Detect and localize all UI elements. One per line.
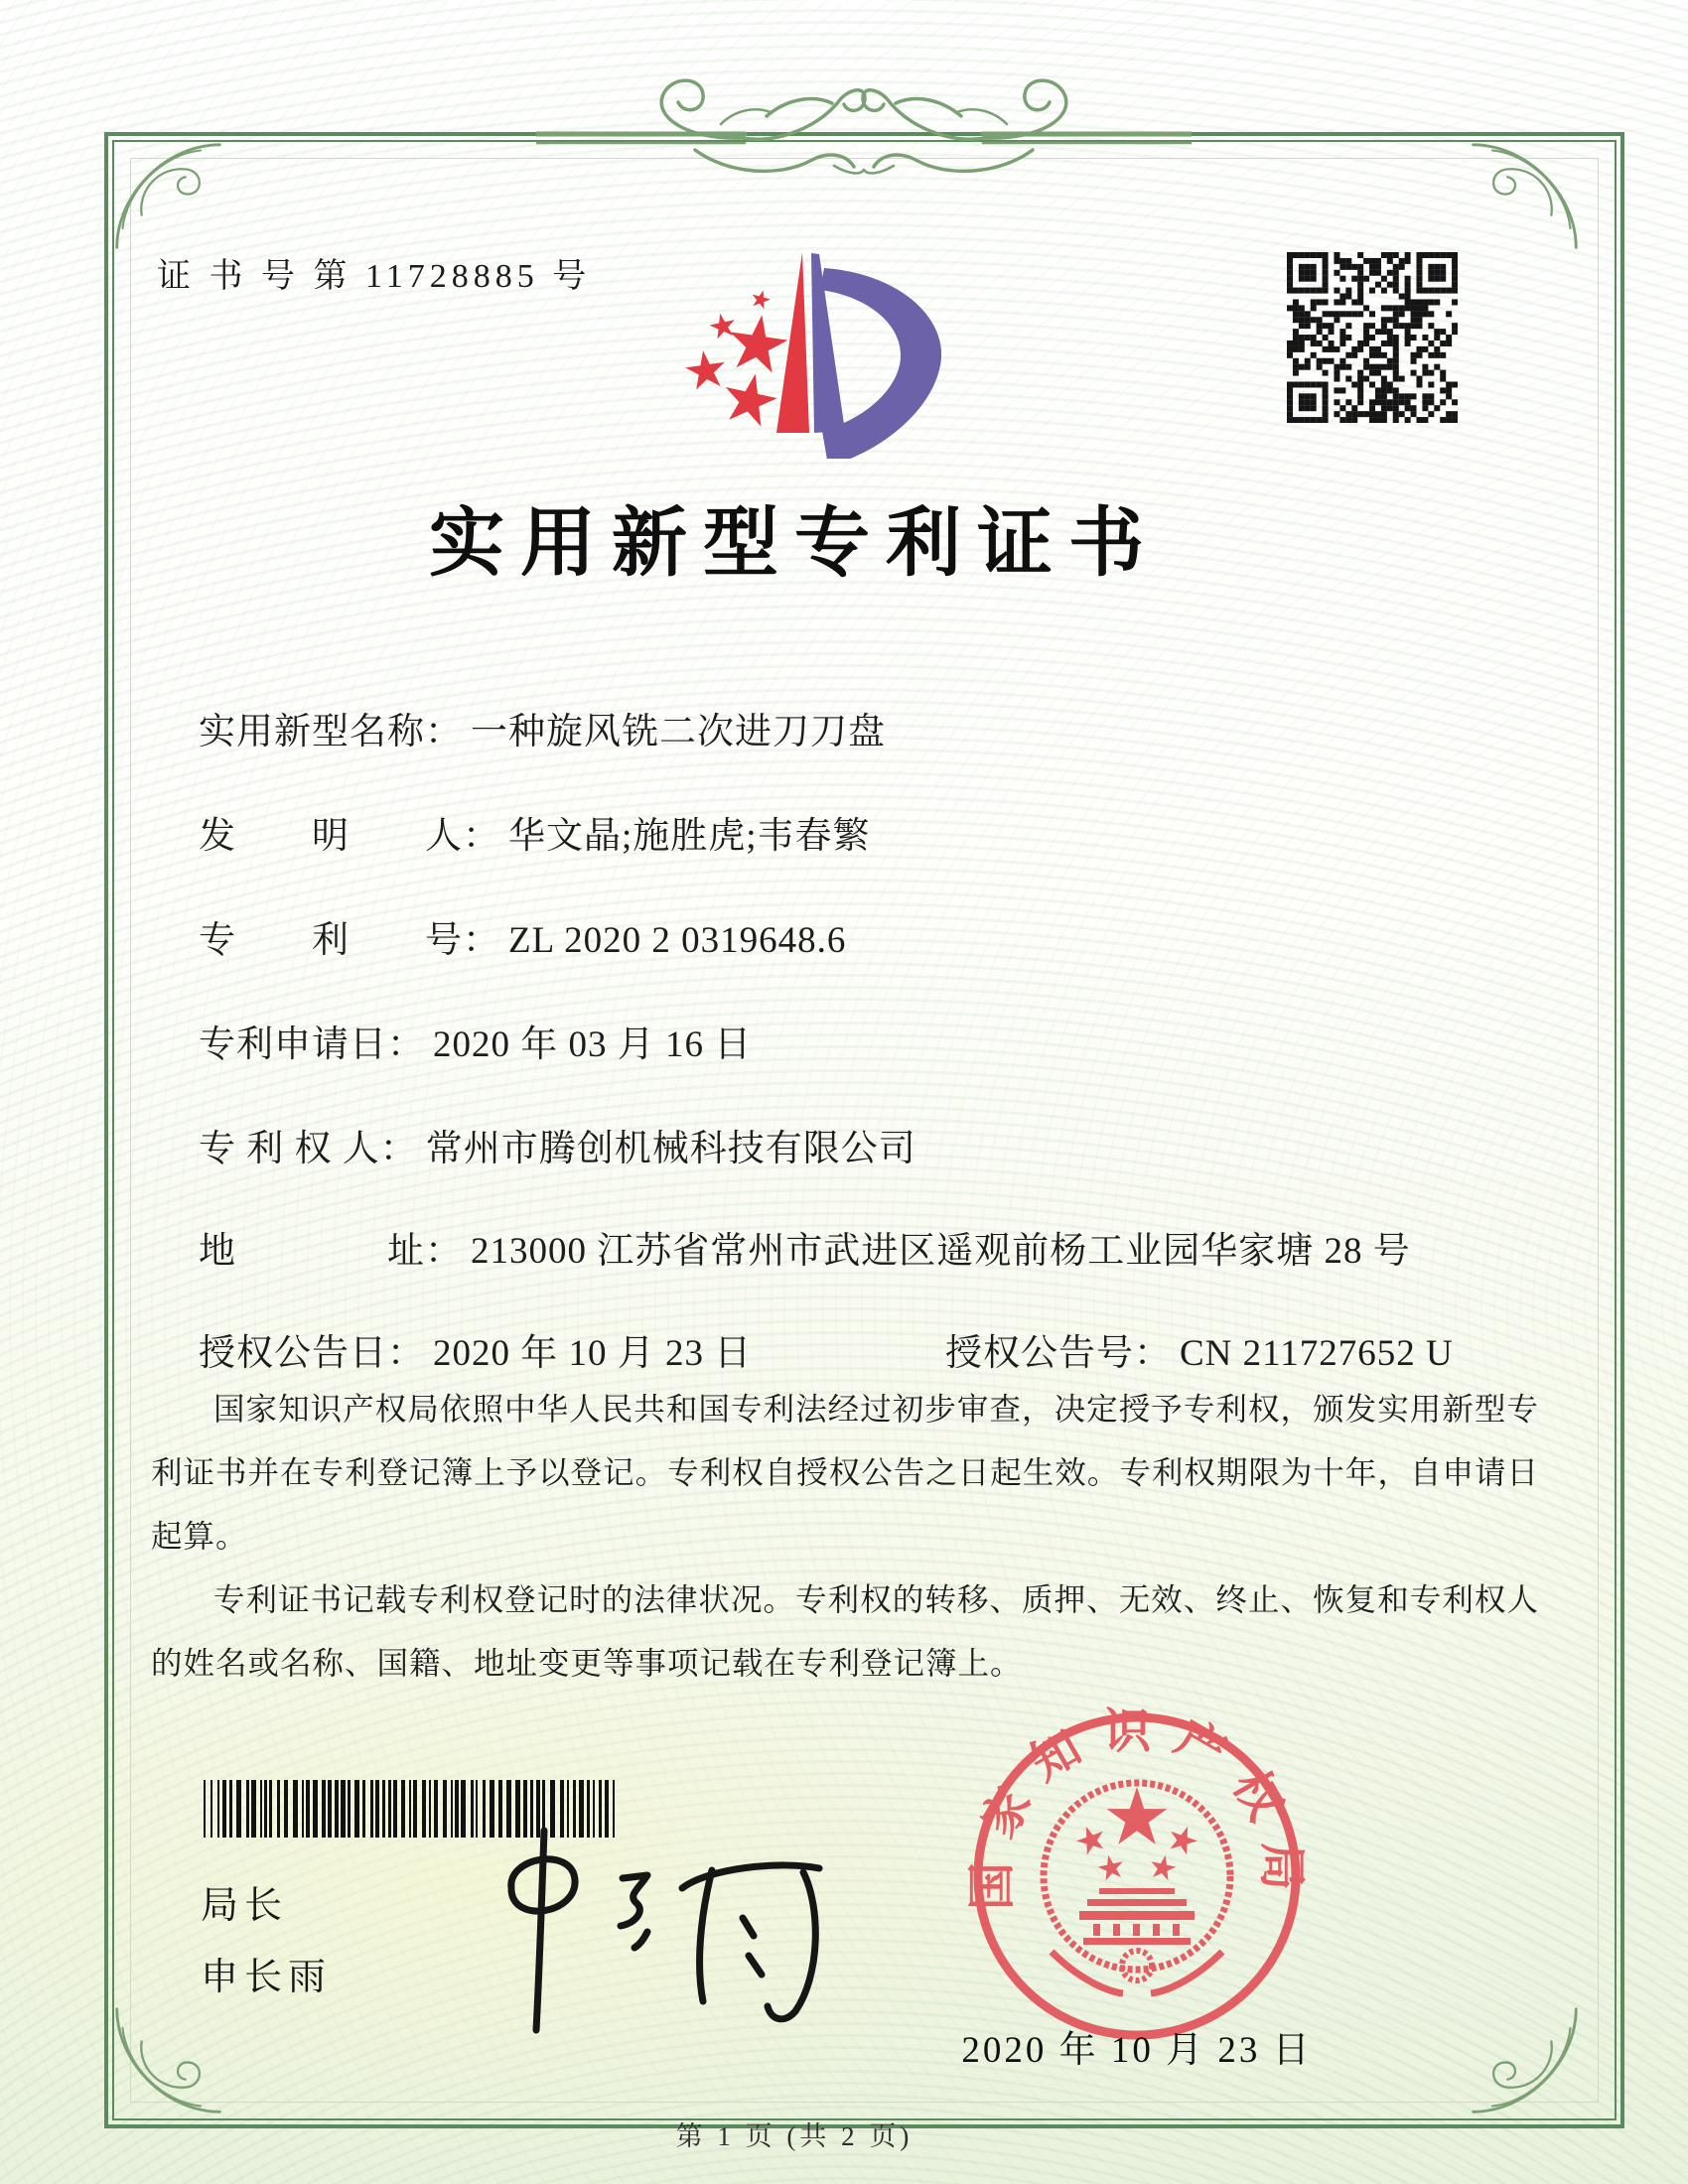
qr-code: [1287, 252, 1458, 423]
legal-text: [151, 1378, 1539, 1696]
top-ornament-icon: [536, 55, 1192, 208]
field-label: 授权公告号：: [945, 1333, 1172, 1374]
field-value: 213000 江苏省常州市武进区遥观前杨工业园华家塘 28 号: [471, 1231, 1411, 1272]
field-row-inventors: [199, 805, 871, 859]
legal-paragraph-2: 专利证书记载专利权登记时的法律状况。专利权的转移、质押、无效、终止、恢复和专利权人的姓名或名称、国籍、地址变更等事项记载在专利登记簿上。: [151, 1582, 1539, 1681]
field-label: 专 利 权 人：: [199, 1129, 418, 1169]
director-title: 局长: [201, 1885, 289, 1927]
cnipa-logo-icon: [643, 220, 941, 459]
seal-date: 2020 年 10 月 23 日: [961, 2030, 1313, 2071]
page-footer: 第 1 页 (共 2 页): [675, 2121, 914, 2151]
corner-flourish-icon: [1468, 139, 1582, 253]
field-row-patent-no: [199, 909, 846, 963]
field-row-address: [199, 1220, 1411, 1274]
field-value: ZL 2020 2 0319648.6: [508, 920, 847, 961]
field-label: 专利申请日：: [199, 1024, 425, 1065]
legal-paragraph-1: 国家知识产权局依照中华人民共和国专利法经过初步审查，决定授予专利权，颁发实用新型专利证书并在专利登记簿上予以登记。专利权自授权公告之日起生效。专利权期限为十年，自申请日起算。: [151, 1392, 1539, 1554]
field-value: 华文晶;施胜虎;韦春繁: [508, 816, 871, 857]
field-value: 2020 年 03 月 16 日: [433, 1024, 753, 1065]
field-label: 实用新型名称：: [199, 712, 463, 752]
field-value: 常州市腾创机械科技有限公司: [425, 1129, 916, 1169]
director-name: 申长雨: [201, 1957, 333, 1998]
certificate-number: 证 书 号 第 11728885 号: [157, 258, 592, 295]
field-label: 发 明 人：: [199, 816, 500, 857]
field-row-filing-date: [199, 1014, 752, 1067]
field-label: 授权公告日：: [199, 1333, 425, 1374]
field-label: 专 利 号：: [199, 920, 500, 961]
field-row-grant-no: [945, 1322, 1454, 1376]
handwritten-signature: [452, 1827, 829, 2075]
seal-text: 国家知识产权局: [965, 1706, 1309, 1911]
field-row-name: [199, 701, 886, 754]
field-value: 2020 年 10 月 23 日: [433, 1333, 753, 1374]
corner-flourish-icon: [111, 139, 225, 253]
field-value: CN 211727652 U: [1180, 1333, 1454, 1374]
certificate-title: 实用新型专利证书: [429, 502, 1160, 586]
field-label: 地 址：: [199, 1231, 463, 1272]
field-row-patentee: [199, 1118, 916, 1171]
corner-flourish-icon: [111, 2003, 225, 2117]
field-row-grant-date: [199, 1322, 752, 1376]
field-value: 一种旋风铣二次进刀刀盘: [471, 712, 886, 752]
corner-flourish-icon: [1468, 2003, 1582, 2117]
